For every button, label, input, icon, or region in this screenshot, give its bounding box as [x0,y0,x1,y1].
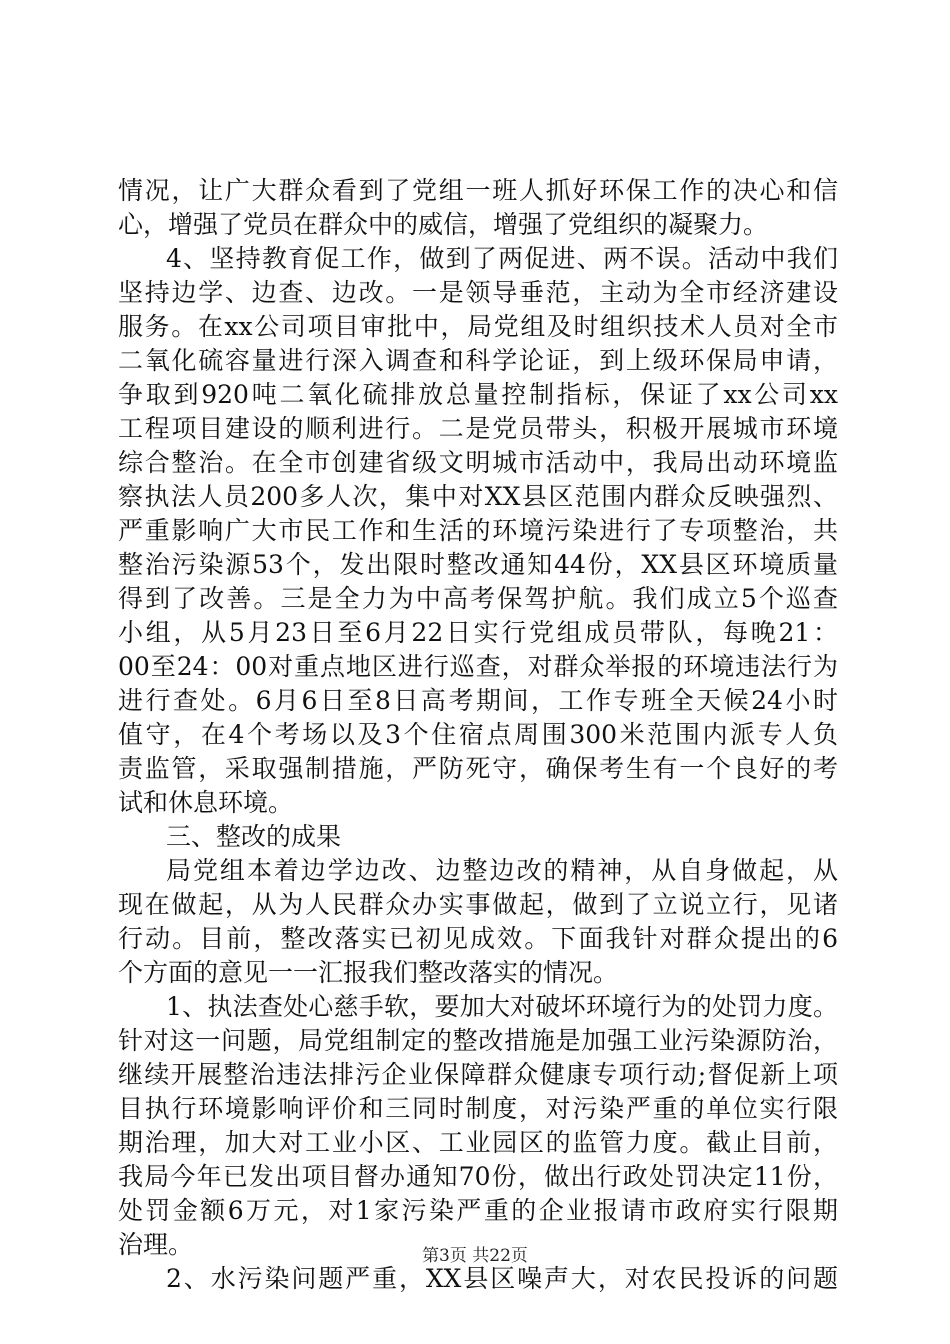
text-line: 二氧化硫容量进行深入调查和科学论证，到上级环保局申请， [118,346,838,375]
text-line: 小组，从5月23日至6月22日实行党组成员带队，每晚21： [118,618,838,647]
text-line: 局党组本着边学边改、边整边改的精神，从自身做起，从 [166,856,838,885]
text-line: 1、执法查处心慈手软，要加大对破坏环境行为的处罚力度。 [166,992,838,1021]
page-number-footer: 第3页 共22页 [422,1246,528,1266]
text-line: 治理。 [118,1230,194,1259]
text-line: 整治污染源53个，发出限时整改通知44份，XX县区环境质量 [118,550,838,579]
text-line: 4、坚持教育促工作，做到了两促进、两不误。活动中我们 [166,244,838,273]
text-line: 坚持边学、边查、边改。一是领导垂范，主动为全市经济建设 [118,278,838,307]
document-body [118,174,838,1296]
text-line: 心，增强了党员在群众中的威信，增强了党组织的凝聚力。 [118,210,769,239]
text-line: 责监管，采取强制措施，严防死守，确保考生有一个良好的考 [118,754,838,783]
text-line: 2、水污染问题严重，XX县区噪声大，对农民投诉的问题 [166,1264,838,1293]
text-line: 行动。目前，整改落实已初见成效。下面我针对群众提出的6 [118,924,838,953]
text-line: 期治理，加大对工业小区、工业园区的监管力度。截止目前， [118,1128,838,1157]
text-line: 针对这一问题，局党组制定的整改措施是加强工业污染源防治， [118,1026,838,1055]
text-line: 服务。在xx公司项目审批中，局党组及时组织技术人员对全市 [118,312,838,341]
text-line: 严重影响广大市民工作和生活的环境污染进行了专项整治，共 [118,516,838,545]
text-line: 工程项目建设的顺利进行。二是党员带头，积极开展城市环境 [118,414,838,443]
text-line: 我局今年已发出项目督办通知70份，做出行政处罚决定11份， [118,1162,838,1191]
text-line: 争取到920吨二氧化硫排放总量控制指标，保证了xx公司xx [118,380,838,409]
text-line: 处罚金额6万元，对1家污染严重的企业报请市政府实行限期 [118,1196,838,1225]
text-line: 察执法人员200多人次，集中对XX县区范围内群众反映强烈、 [118,482,838,511]
text-line: 00至24：00对重点地区进行巡查，对群众举报的环境违法行为 [118,652,838,681]
text-line: 情况，让广大群众看到了党组一班人抓好环保工作的决心和信 [118,176,838,205]
text-line: 个方面的意见一一汇报我们整改落实的情况。 [118,958,619,987]
text-line: 继续开展整治违法排污企业保障群众健康专项行动;督促新上项 [118,1060,838,1089]
text-line: 目执行环境影响评价和三同时制度，对污染严重的单位实行限 [118,1094,838,1123]
text-line: 试和休息环境。 [118,788,294,817]
text-line: 值守，在4个考场以及3个住宿点周围300米范围内派专人负 [118,720,838,749]
text-line: 进行查处。6月6日至8日高考期间，工作专班全天候24小时 [118,686,838,715]
text-line: 得到了改善。三是全力为中高考保驾护航。我们成立5个巡查 [118,584,838,613]
text-line: 现在做起，从为人民群众办实事做起，做到了立说立行，见诸 [118,890,838,919]
text-line: 综合整治。在全市创建省级文明城市活动中，我局出动环境监 [118,448,838,477]
text-line: 三、整改的成果 [166,822,342,851]
